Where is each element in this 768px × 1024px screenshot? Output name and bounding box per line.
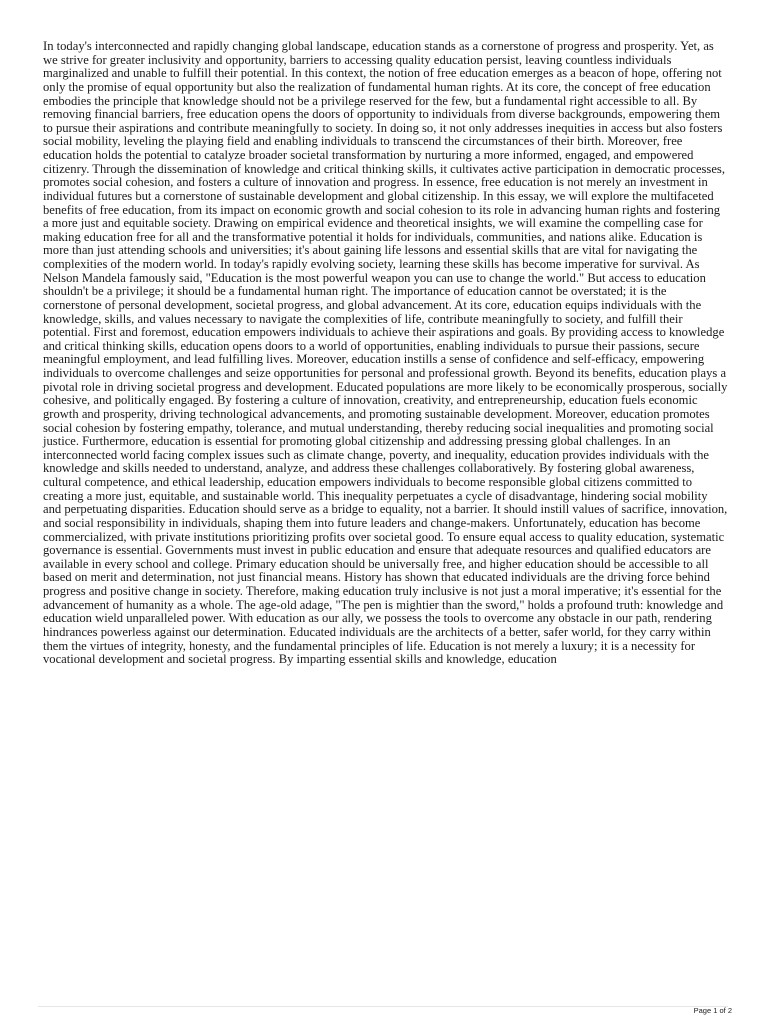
- essay-body-text: In today's interconnected and rapidly changing global landscape, education stands as a cornerstone of progress and prosperity. Yet, as we strive for greater inclusivity and opportunity, barriers to accessing quality education persist, leaving countless individuals marginalized and unable to fulfill their potential. In this context, the notion of free education emerges as a beacon of hope, offering not only the promise of equal opportunity but also the realization of fundamental human rights. At its core, the concept of free education embodies the principle that knowledge should not be a privilege reserved for the few, but a fundamental right accessible to all. By removing financial barriers, free education opens the doors of opportunity to individuals from diverse backgrounds, empowering them to pursue their aspirations and contribute meaningfully to society. In doing so, it not only addresses inequities in access but also fosters social mobility, leveling the playing field and enabling individuals to transcend the circumstances of their birth. Moreover, free education holds the potential to catalyze broader societal transformation by nurturing a more informed, engaged, and empowered citizenry. Through the dissemination of knowledge and critical thinking skills, it cultivates active participation in democratic processes, promotes social cohesion, and fosters a culture of innovation and progress. In essence, free education is not merely an investment in individual futures but a cornerstone of sustainable development and global citizenship. In this essay, we will explore the multifaceted benefits of free education, from its impact on economic growth and social cohesion to its role in advancing human rights and fostering a more just and equitable society. Drawing on empirical evidence and theoretical insights, we will examine the compelling case for making education free for all and the transformative potential it holds for individuals, communities, and nations alike. Education is more than just attending schools and universities; it's about gaining life lessons and essential skills that are vital for navigating the complexities of the modern world. In today's rapidly evolving society, learning these skills has become imperative for survival. As Nelson Mandela famously said, "Education is the most powerful weapon you can use to change the world." But access to education shouldn't be a privilege; it should be a fundamental human right. The importance of education cannot be overstated; it is the cornerstone of personal development, societal progress, and global advancement. At its core, education equips individuals with the knowledge, skills, and values necessary to navigate the complexities of life, contribute meaningfully to society, and fulfill their potential. First and foremost, education empowers individuals to achieve their aspirations and goals. By providing access to knowledge and critical thinking skills, education opens doors to a world of opportunities, enabling individuals to pursue their passions, secure meaningful employment, and lead fulfilling lives. Moreover, education instills a sense of confidence and self-efficacy, empowering individuals to overcome challenges and seize opportunities for personal and professional growth. Beyond its benefits, education plays a pivotal role in driving societal progress and development. Educated populations are more likely to be economically prosperous, socially cohesive, and politically engaged. By fostering a culture of innovation, creativity, and entrepreneurship, education fuels economic growth and prosperity, driving technological advancements, and promoting sustainable development. Moreover, education promotes social cohesion by fostering empathy, tolerance, and mutual understanding, thereby reducing social inequalities and promoting social justice. Furthermore, education is essential for promoting global citizenship and addressing pressing global challenges. In an interconnected world facing complex issues such as climate change, poverty, and inequality, education provides individuals with the knowledge and skills needed to understand, analyze, and address these challenges collaboratively. By fostering global awareness, cultural competence, and ethical leadership, education empowers individuals to become responsible global citizens committed to creating a more just, equitable, and sustainable world. This inequality perpetuates a cycle of disadvantage, hindering social mobility and perpetuating disparities. Education should serve as a bridge to equality, not a barrier. It should instill values of sacrifice, innovation, and social responsibility in individuals, shaping them into future leaders and change-makers. Unfortunately, education has become commercialized, with private institutions prioritizing profits over societal good. To ensure equal access to quality education, systematic governance is essential. Governments must invest in public education and ensure that adequate resources and qualified educators are available in every school and college. Primary education should be universally free, and higher education should be accessible to all based on merit and determination, not just financial means. History has shown that educated individuals are the driving force behind progress and positive change in society. Therefore, making education truly inclusive is not just a moral imperative; it's essential for the advancement of humanity as a whole. The age-old adage, "The pen is mightier than the sword," holds a profound truth: knowledge and education wield unparalleled power. With education as our ally, we possess the tools to overcome any obstacle in our path, rendering hindrances powerless against our determination. Educated individuals are the architects of a better, safer world, for they carry within them the virtues of integrity, honesty, and the fundamental principles of life. Education is not merely a luxury; it is a necessity for vocational development and societal progress. By imparting essential skills and knowledge, education: [43, 39, 728, 667]
- footer-divider: [38, 1006, 728, 1007]
- page-number-indicator: Page 1 of 2: [693, 1006, 732, 1015]
